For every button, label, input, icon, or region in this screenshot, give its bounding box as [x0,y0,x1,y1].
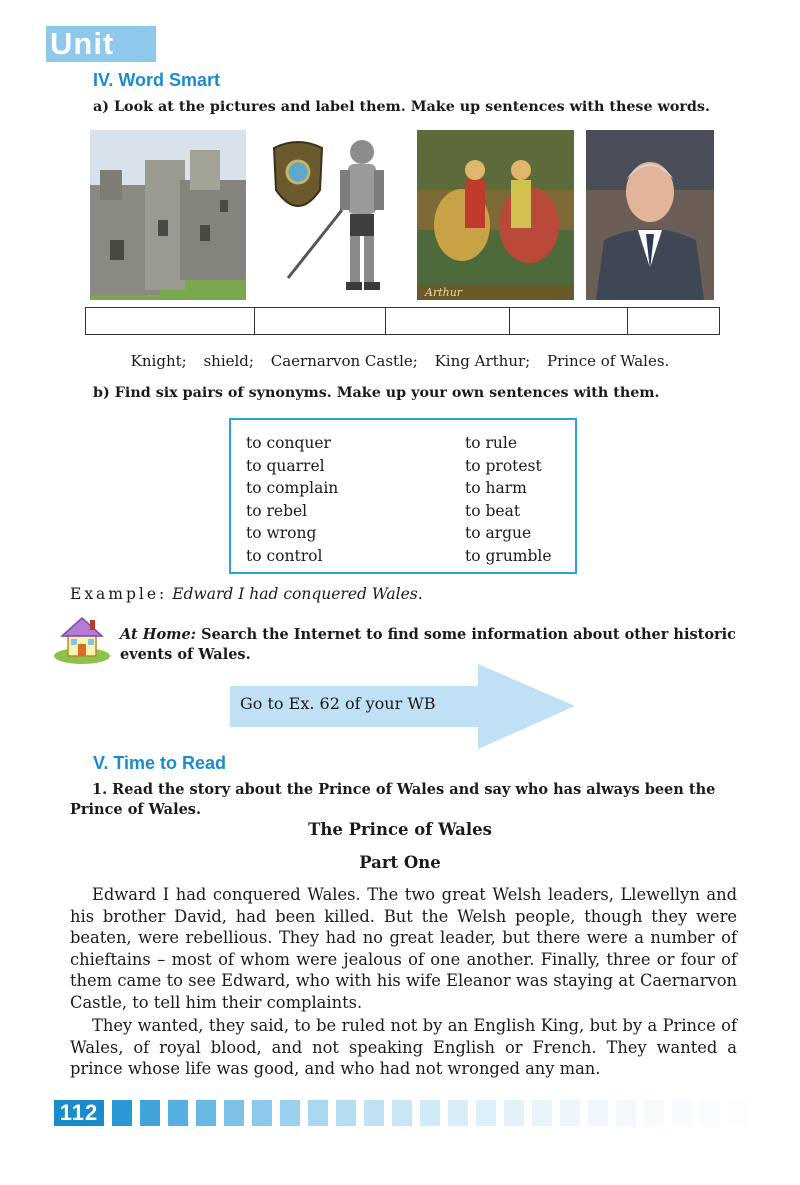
footer-decoration-square [588,1100,608,1126]
footer-decoration-square [224,1100,244,1126]
label-answer-cell[interactable] [86,308,255,334]
label-answer-cell[interactable] [255,308,386,334]
section-title-word-smart: IV. Word Smart [93,70,221,90]
arthur-caption: Arthur [425,286,463,299]
footer-decoration-square [672,1100,692,1126]
part-title: Part One [359,853,441,872]
synonym-item: to quarrel [246,456,325,475]
example-label: Example: [70,585,168,603]
synonym-item: to protest [465,456,542,475]
section-title-time-to-read: V. Time to Read [93,753,227,773]
footer-decoration-square [504,1100,524,1126]
footer-decoration-square [140,1100,160,1126]
synonym-item: to control [246,546,323,565]
synonym-item: to argue [465,524,532,543]
example-text: Edward I had conquered Wales. [172,585,423,603]
word-item: Knight; [130,352,187,370]
footer-decoration-square [420,1100,440,1126]
synonym-item: to grumble [465,546,552,565]
at-home-label: At Home: [120,626,197,643]
footer-decoration-square [700,1100,720,1126]
unit-badge [46,26,156,97]
footer-decoration-square [308,1100,328,1126]
word-bank [0,352,800,370]
king-arthur-picture [417,130,574,300]
castle-picture [90,130,246,300]
story-paragraph-1: Edward I had conquered Wales. The two great Welsh leaders, Llewellyn and his brother David, had been killed. But the Welsh people, though they were beaten, were rebellious. They had no great leader, but there were a number of chieftains – most of whom were jealous of one another. Finally, three or four of them came to see Edward, who with his wife Eleanor was staying at Caernarvon Castle, to tell him their complaints. [70,885,737,1012]
at-home-task [120,625,738,665]
instruction-a: a) Look at the pictures and label them. Make up sentences with these words. [93,99,710,115]
synonym-item: to complain [246,479,339,498]
synonym-item: to harm [465,479,527,498]
synonym-item: to rule [465,434,518,452]
footer-decoration-square [364,1100,384,1126]
synonym-item: to conquer [246,434,331,452]
synonym-item: to rebel [246,501,308,520]
footer-decoration-square [616,1100,636,1126]
example-line [70,585,423,603]
footer-decoration-square [476,1100,496,1126]
label-answer-cell[interactable] [386,308,510,334]
footer-decoration-square [280,1100,300,1126]
footer-decoration-square [196,1100,216,1126]
word-item: Prince of Wales. [547,352,670,370]
footer-decoration-square [560,1100,580,1126]
footer-decoration-square [448,1100,468,1126]
reading-instruction: 1. Read the story about the Prince of Wales and say who has always been the Prince of Wales. [70,781,716,818]
synonyms-box [229,418,577,574]
synonyms-left-column [246,432,338,568]
footer-decoration-square [336,1100,356,1126]
page-number: 112 [54,1100,104,1126]
story-paragraph-2: They wanted, they said, to be ruled not by an English King, but by a Prince of Wales, of royal blood, and not speaking English or French. They wanted a prince whose life was good, and who had not wronged any man. [70,1016,737,1079]
footer-decoration-square [728,1100,748,1126]
word-item: King Arthur; [434,352,531,370]
footer-decoration-square [392,1100,412,1126]
footer-decoration-square [252,1100,272,1126]
label-answer-row [85,307,720,335]
prince-portrait-picture [586,130,714,300]
house-icon [52,612,112,664]
synonyms-right-column [465,432,552,568]
footer-decoration-square [112,1100,132,1126]
word-item: shield; [203,352,254,370]
footer-decoration-square [532,1100,552,1126]
story-title: The Prince of Wales [308,820,492,839]
unit-word: Unit [50,26,115,61]
label-answer-cell[interactable] [628,308,719,334]
footer-decoration-square [644,1100,664,1126]
footer-decoration-square [168,1100,188,1126]
instruction-b: b) Find six pairs of synonyms. Make up your own sentences with them. [93,385,660,401]
synonym-item: to beat [465,501,521,520]
shield-and-knight-picture [268,130,408,300]
unit-number: 4 [64,62,83,97]
workbook-reference: Go to Ex. 62 of your WB [240,694,436,713]
word-item: Caernarvon Castle; [270,352,418,370]
label-answer-cell[interactable] [510,308,628,334]
synonym-item: to wrong [246,524,317,543]
at-home-text: Search the Internet to find some information about other historic events of Wales. [120,626,736,663]
